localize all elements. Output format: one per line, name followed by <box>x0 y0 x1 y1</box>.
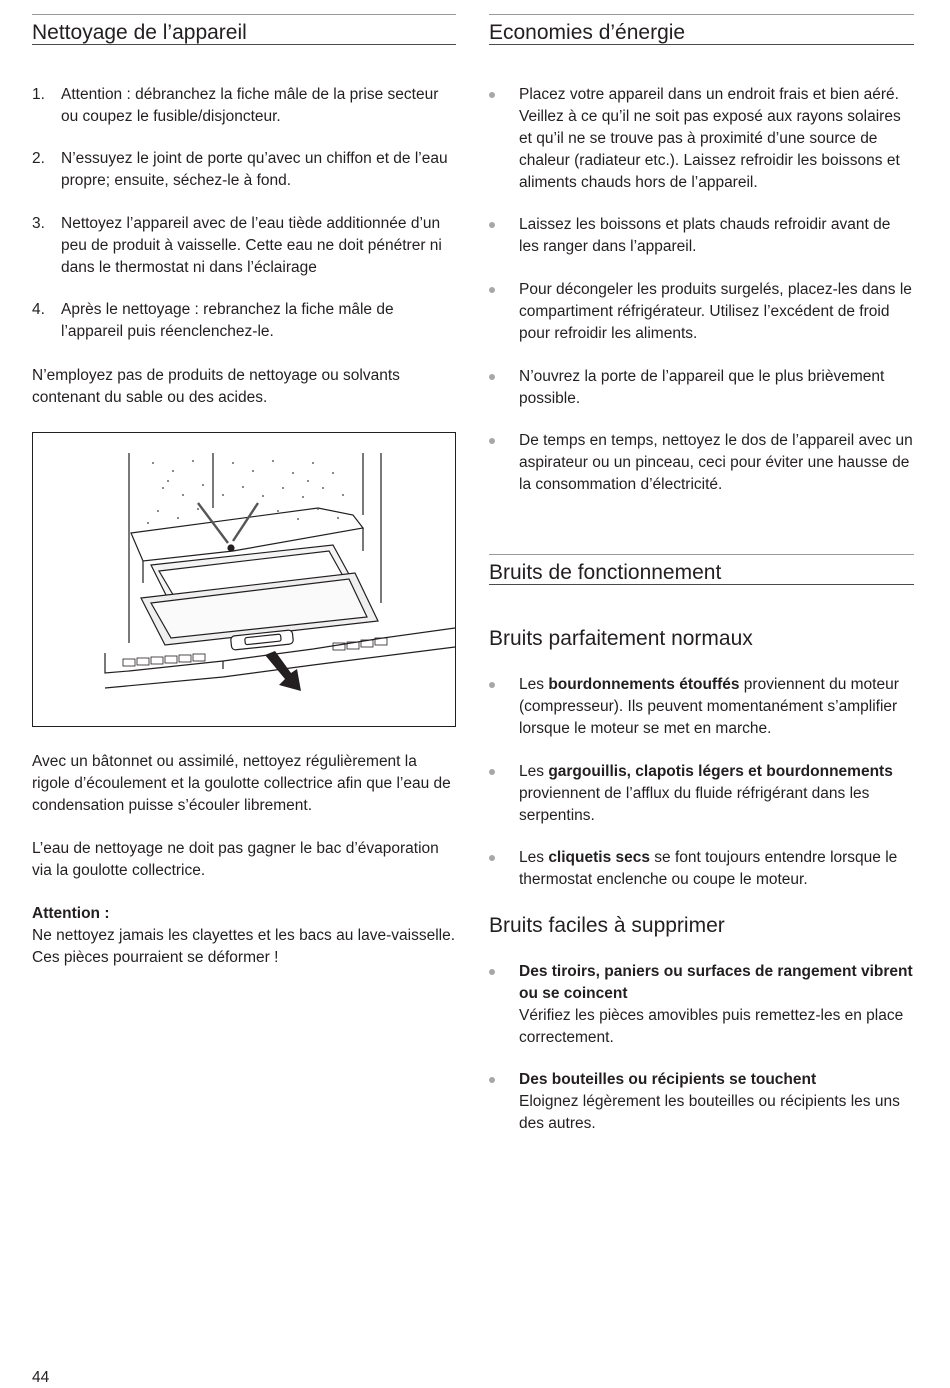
bullet-text: Pour décongeler les produits surgelés, placez-les dans le compartiment réfrigérateur. Utilisez l’excédent de froid pour refroidir les aliments. <box>519 281 912 342</box>
bullet-prefix: Les <box>519 849 549 866</box>
bullet-bold-term: cliquetis secs <box>548 849 650 866</box>
energy-bullet <box>489 430 914 496</box>
cleaning-step <box>32 299 456 343</box>
bullet-prefix: Les <box>519 763 549 780</box>
page-number: 44 <box>32 1369 50 1386</box>
attention-label: Attention : <box>32 905 110 922</box>
step-text: Nettoyez l’appareil avec de l’eau tiède additionnée d’un peu de produit à vaisselle. Cette eau ne doit pénétrer ni dans le thermostat ni dans l’éclairage <box>61 215 442 276</box>
bullet-dot-icon <box>489 92 495 98</box>
dishwasher-warning: Ne nettoyez jamais les clayettes et les bacs au lave-vaisselle. Ces pièces pourraient se déformer ! <box>32 927 456 966</box>
bullet-prefix: Les <box>519 676 549 693</box>
bullet-text: De temps en temps, nettoyez le dos de l’appareil avec un aspirateur ou un pinceau, ceci pour éviter une hausse de la consommation d’électricité. <box>519 432 913 493</box>
cleaning-section-heading <box>32 14 456 45</box>
energy-heading-text: Economies d’énergie <box>489 21 686 44</box>
bullet-dot-icon <box>489 287 495 293</box>
cleaning-step <box>32 148 456 192</box>
drain-cleaning-illustration <box>32 432 456 727</box>
step-number: 4. <box>32 301 45 318</box>
bullet-suffix: proviennent du moteur (compresseur). Ils peuvent momentanément s’amplifier lorsque le moteur se met en marche. <box>519 676 899 737</box>
bullet-text: Laissez les boissons et plats chauds refroidir avant de les ranger dans l’appareil. <box>519 216 891 255</box>
fixable-noise-heading: Bruits faciles à supprimer <box>489 914 725 937</box>
energy-bullet <box>489 214 914 258</box>
bullet-suffix: se font toujours entendre lorsque le thermostat enclenche ou coupe le moteur. <box>519 849 898 888</box>
bullet-text <box>519 1069 914 1135</box>
bullet-bold-term: Des bouteilles ou récipients se touchent <box>519 1071 817 1088</box>
step-text: Attention : débranchez la fiche mâle de la prise secteur ou coupez le fusible/disjoncteur. <box>61 86 439 125</box>
bullet-text: N’ouvrez la porte de l’appareil que le plus brièvement possible. <box>519 368 885 407</box>
bullet-suffix: proviennent de l’afflux du fluide réfrigérant dans les serpentins. <box>519 785 870 824</box>
cleaning-step <box>32 84 456 128</box>
step-number: 3. <box>32 215 45 232</box>
step-number: 2. <box>32 150 45 167</box>
bullet-remedy: Vérifiez les pièces amovibles puis remettez-les en place correctement. <box>519 1007 904 1046</box>
cleaning-step <box>32 213 456 279</box>
bullet-text <box>519 674 914 740</box>
step-text: N’essuyez le joint de porte qu’avec un chiffon et de l’eau propre; ensuite, séchez-le à fond. <box>61 150 448 189</box>
normal-noise-bullet <box>489 674 914 740</box>
bullet-text <box>519 847 914 891</box>
bullet-dot-icon <box>489 969 495 975</box>
step-number: 1. <box>32 86 45 103</box>
energy-section-heading <box>489 14 914 45</box>
bullet-text <box>519 761 914 827</box>
bullet-dot-icon <box>489 855 495 861</box>
step-text: Après le nettoyage : rebranchez la fiche mâle de l’appareil puis réenclenchez-le. <box>61 301 394 340</box>
bullet-dot-icon <box>489 438 495 444</box>
normal-noise-bullet <box>489 847 914 891</box>
bullet-remedy: Eloignez légèrement les bouteilles ou récipients les uns des autres. <box>519 1093 900 1132</box>
bullet-bold-term: gargouillis, clapotis légers et bourdonnements <box>548 763 893 780</box>
fridge-drain-drawing <box>33 433 455 726</box>
cleaning-heading-text: Nettoyage de l’appareil <box>32 21 247 44</box>
noise-heading-text: Bruits de fonctionnement <box>489 561 722 584</box>
fixable-noise-bullet <box>489 1069 914 1135</box>
bullet-text: Placez votre appareil dans un endroit frais et bien aéré. Veillez à ce qu’il ne soit pas exposé aux rayons solaires et qu’il ne se trouve pas à proximité d’une source de chaleur (radiateur etc.). Laissez refroidir les boissons et aliments chauds hors de l’appareil. <box>519 86 901 191</box>
bullet-dot-icon <box>489 682 495 688</box>
bullet-dot-icon <box>489 1077 495 1083</box>
bullet-dot-icon <box>489 374 495 380</box>
bullet-dot-icon <box>489 769 495 775</box>
fixable-noise-bullet <box>489 961 914 1049</box>
energy-bullet <box>489 84 914 194</box>
drain-cleaning-text: Avec un bâtonnet ou assimilé, nettoyez régulièrement la rigole d’écoulement et la goulotte collectrice afin que l’eau de condensation puisse s’écouler librement. <box>32 753 451 814</box>
energy-bullet <box>489 279 914 345</box>
normal-noise-heading: Bruits parfaitement normaux <box>489 627 753 650</box>
normal-noise-bullet <box>489 761 914 827</box>
energy-bullet <box>489 366 914 410</box>
bullet-bold-term: Des tiroirs, paniers ou surfaces de rangement vibrent ou se coincent <box>519 963 913 1002</box>
noise-section-heading <box>489 554 914 585</box>
bullet-text <box>519 961 914 1049</box>
bullet-dot-icon <box>489 222 495 228</box>
bullet-bold-term: bourdonnements étouffés <box>548 676 740 693</box>
evaporation-note: L’eau de nettoyage ne doit pas gagner le bac d’évaporation via la goulotte collectrice. <box>32 840 439 879</box>
solvents-warning: N’employez pas de produits de nettoyage ou solvants contenant du sable ou des acides. <box>32 367 400 406</box>
